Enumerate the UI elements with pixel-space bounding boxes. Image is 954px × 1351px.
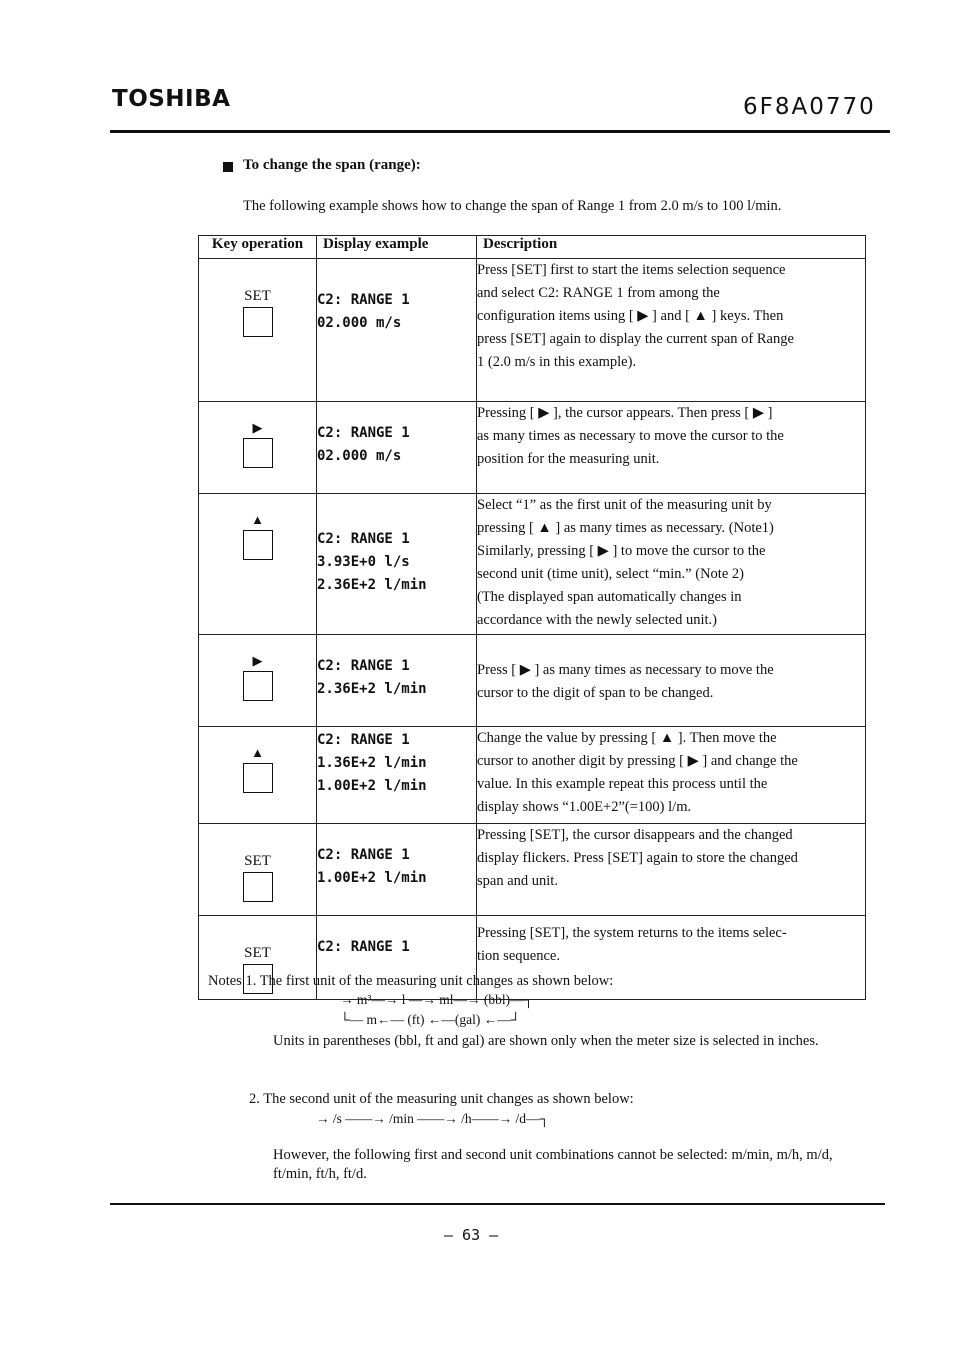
description-line: Pressing [ ▶ ], the cursor appears. Then press [ ▶ ] — [477, 405, 773, 421]
table-row — [199, 635, 866, 727]
description-line: cursor to the digit of span to be changed. — [477, 685, 714, 701]
section-heading: To change the span (range): — [243, 157, 421, 173]
description-line: Change the value by pressing [ ▲ ]. Then move the — [477, 730, 777, 746]
display-line: 02.000 m/s — [317, 315, 402, 331]
description-line: cursor to another digit by pressing [ ▶ ] and change the — [477, 753, 798, 769]
key-label: SET — [244, 853, 271, 869]
note-1-text: Units in parentheses (bbl, ft and gal) are shown only when the meter size is selected in inches. — [273, 1033, 819, 1049]
description-line: and select C2: RANGE 1 from among the — [477, 285, 720, 301]
note-1-unit-cycle-top: → m³—→ l —→ ml—→ (bbl)—┐ — [340, 992, 534, 1007]
description-line: (The displayed span automatically changes in — [477, 589, 742, 605]
display-line: 1.00E+2 l/min — [317, 778, 427, 794]
brand-logo: TOSHIBA — [112, 86, 231, 112]
key-button-icon — [243, 671, 273, 701]
bullet-icon — [223, 162, 233, 172]
key-operation-cell — [199, 635, 317, 727]
display-line: 1.36E+2 l/min — [317, 755, 427, 771]
table-row — [199, 259, 866, 402]
description-cell — [477, 635, 866, 727]
description-cell — [477, 727, 866, 824]
display-line: C2: RANGE 1 — [317, 732, 410, 748]
key-button-icon — [243, 438, 273, 468]
display-example-cell — [317, 635, 477, 727]
display-line: C2: RANGE 1 — [317, 425, 410, 441]
right-arrow-key-icon: ▶ — [252, 653, 263, 668]
description-line: Similarly, pressing [ ▶ ] to move the cursor to the — [477, 543, 766, 559]
table-row — [199, 727, 866, 824]
table-row — [199, 402, 866, 494]
note-2-text: However, the following first and second unit combinations cannot be selected: m/min, m/h, m/d, ft/min, ft/h, ft/d. — [273, 1147, 833, 1182]
description-line: value. In this example repeat this process until the — [477, 776, 768, 792]
table-row — [199, 824, 866, 916]
description-line: Pressing [SET], the system returns to the items selec- — [477, 925, 787, 941]
description-line: display flickers. Press [SET] again to store the changed — [477, 850, 798, 866]
up-arrow-key-icon: ▲ — [251, 745, 264, 760]
header-key-operation: Key operation — [199, 236, 317, 259]
display-example-cell — [317, 824, 477, 916]
note-1-unit-cycle-bottom: └— m←— (ft) ←—(gal) ←—┘ — [340, 1012, 521, 1027]
display-line: 02.000 m/s — [317, 448, 402, 464]
up-arrow-key-icon: ▲ — [251, 512, 264, 527]
description-line: press [SET] again to display the current span of Range — [477, 331, 794, 347]
key-operation-cell — [199, 824, 317, 916]
description-line: 1 (2.0 m/s in this example). — [477, 354, 637, 370]
key-label: SET — [244, 945, 271, 961]
description-line: accordance with the newly selected unit.) — [477, 612, 717, 628]
table-header-row — [199, 236, 866, 259]
right-arrow-key-icon: ▶ — [252, 420, 263, 435]
display-line: 3.93E+0 l/s — [317, 554, 410, 570]
description-line: Press [ ▶ ] as many times as necessary to move the — [477, 662, 774, 678]
section-intro: The following example shows how to change the span of Range 1 from 2.0 m/s to 100 l/min. — [243, 198, 782, 214]
note-2-unit-cycle: → /s ——→ /min ——→ /h——→ /d—┐ — [316, 1111, 550, 1126]
description-line: configuration items using [ ▶ ] and [ ▲ ] keys. Then — [477, 308, 784, 324]
key-button-icon — [243, 307, 273, 337]
display-line: C2: RANGE 1 — [317, 939, 410, 955]
note-1-title: Notes 1. The first unit of the measuring unit changes as shown below: — [208, 973, 614, 989]
description-line: span and unit. — [477, 873, 558, 889]
table-row — [199, 494, 866, 635]
description-line: second unit (time unit), select “min.” (Note 2) — [477, 566, 744, 582]
display-line: 2.36E+2 l/min — [317, 681, 427, 697]
display-example-cell — [317, 727, 477, 824]
key-operation-cell — [199, 402, 317, 494]
header-rule — [110, 130, 890, 133]
description-cell — [477, 259, 866, 402]
description-line: position for the measuring unit. — [477, 451, 660, 467]
description-line: Pressing [SET], the cursor disappears and the changed — [477, 827, 793, 843]
description-line: pressing [ ▲ ] as many times as necessary. (Note1) — [477, 520, 774, 536]
display-line: C2: RANGE 1 — [317, 658, 410, 674]
description-line: Press [SET] first to start the items selection sequence — [477, 262, 786, 278]
display-line: C2: RANGE 1 — [317, 292, 410, 308]
key-operation-cell — [199, 494, 317, 635]
key-operation-table — [198, 235, 866, 1000]
key-operation-cell — [199, 259, 317, 402]
description-cell — [477, 494, 866, 635]
description-line: display shows “1.00E+2”(=100) l/m. — [477, 799, 692, 815]
document-number: 6F8A0770 — [743, 94, 876, 120]
header-description: Description — [477, 236, 866, 259]
description-cell — [477, 824, 866, 916]
key-button-icon — [243, 763, 273, 793]
description-line: as many times as necessary to move the cursor to the — [477, 428, 784, 444]
description-line: Select “1” as the first unit of the measuring unit by — [477, 497, 772, 513]
description-line: tion sequence. — [477, 948, 560, 964]
display-example-cell — [317, 259, 477, 402]
display-example-cell — [317, 494, 477, 635]
display-line: C2: RANGE 1 — [317, 531, 410, 547]
display-example-cell — [317, 402, 477, 494]
key-button-icon — [243, 530, 273, 560]
header-display-example: Display example — [317, 236, 477, 259]
page-number: — 63 — — [444, 1226, 499, 1244]
display-line: 2.36E+2 l/min — [317, 577, 427, 593]
key-label: SET — [244, 288, 271, 304]
note-2-title: 2. The second unit of the measuring unit changes as shown below: — [249, 1091, 634, 1107]
footer-rule — [110, 1203, 885, 1205]
key-button-icon — [243, 872, 273, 902]
description-cell — [477, 402, 866, 494]
display-line: C2: RANGE 1 — [317, 847, 410, 863]
display-line: 1.00E+2 l/min — [317, 870, 427, 886]
key-operation-cell — [199, 727, 317, 824]
